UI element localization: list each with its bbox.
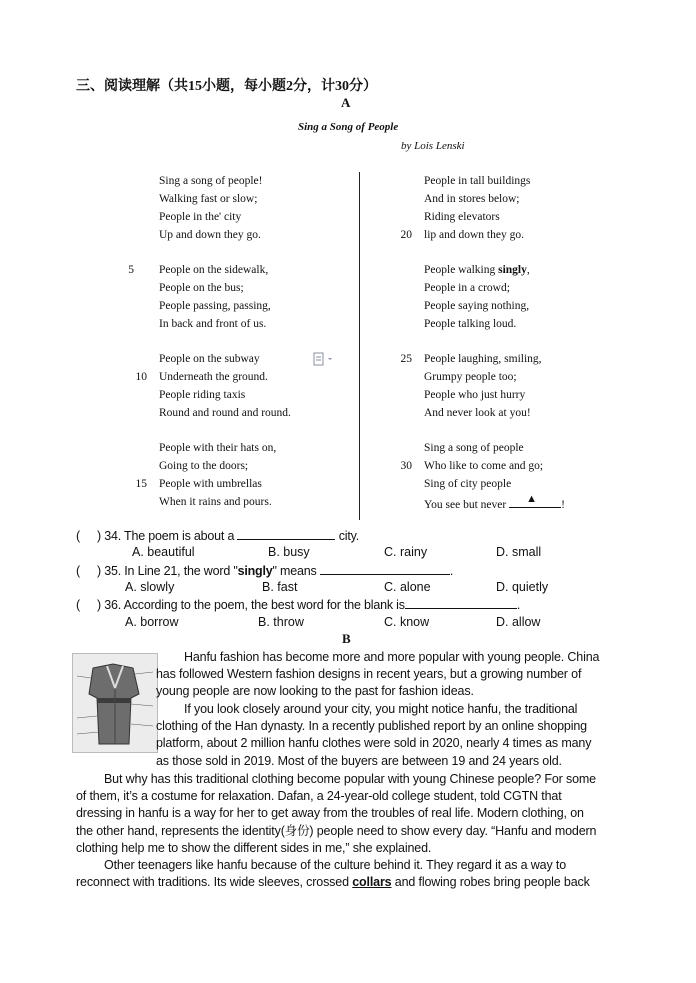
poem-line: And never look at you! <box>424 407 531 419</box>
text-line: of them, it’s a costume for relaxation. Dafan, a 24-year-old college student, told CGTN that <box>76 789 562 804</box>
poem-title: Sing a Song of People <box>298 121 399 133</box>
text-line: If you look closely around your city, you might notice hanfu, the traditional <box>184 702 578 716</box>
text-line: Hanfu fashion has become more and more popular with young people. China <box>184 650 600 664</box>
poem-column-divider <box>359 172 360 520</box>
text-line: Other teenagers like hanfu because of the culture behind it. They regard it as a way to <box>104 858 567 872</box>
text-line: has followed Western fashion designs in recent years, but a growing number of <box>156 667 582 682</box>
poem-line: Up and down they go. <box>159 229 261 241</box>
poem-line: When it rains and pours. <box>159 496 272 508</box>
poem-line: People with their hats on, <box>159 442 277 454</box>
poem-line: Sing of city people <box>424 478 512 490</box>
option[interactable]: D. allow <box>496 615 541 629</box>
text-segment: and flowing robes bring people back <box>391 875 590 890</box>
text-line: platform, about 2 million hanfu clothes were sold in 2020, nearly 4 times as many <box>156 736 592 751</box>
poem-line: Sing a song of people! <box>159 175 263 187</box>
option[interactable]: C. rainy <box>384 545 428 559</box>
poem-author: by Lois Lenski <box>401 140 465 152</box>
line-number: 5 <box>128 264 134 276</box>
poem-line: People in tall buildings <box>424 175 531 187</box>
option[interactable]: B. fast <box>262 580 298 594</box>
answer-paren-open[interactable]: ( <box>76 598 80 612</box>
question-stem: " means <box>272 564 320 578</box>
text-line: as those sold in 2019. Most of the buyers are between 19 and 24 years old. <box>156 753 562 768</box>
line-number: 25 <box>400 353 412 365</box>
answer-blank[interactable] <box>320 563 450 575</box>
text-line: the other hand, represents the identity(身份) people need to show every day. “Hanfu and modern <box>76 823 597 838</box>
text-line: But why has this traditional clothing become popular with young Chinese people? For some <box>104 772 596 786</box>
poem-line: Walking fast or slow; <box>159 193 258 205</box>
poem-text: ! <box>561 499 565 511</box>
poem-line: Going to the doors; <box>159 460 249 472</box>
line-number: 15 <box>135 478 147 490</box>
line-number: 30 <box>400 460 412 472</box>
answer-blank[interactable] <box>237 528 335 540</box>
option[interactable]: A. beautiful <box>132 545 195 559</box>
poem-line: People riding taxis <box>159 389 246 401</box>
word-collars: collars <box>352 875 392 890</box>
poem-line: People on the subway <box>159 353 260 365</box>
poem-line: Round and round and round. <box>159 407 291 419</box>
poem-blank <box>509 493 561 508</box>
answer-paren-open[interactable]: ( <box>76 529 80 543</box>
text-line: clothing of the Han dynasty. In a recently published report by an online shopping <box>156 719 587 734</box>
text-line <box>76 874 620 891</box>
poem-line: lip and down they go. <box>424 229 524 241</box>
poem-line: People passing, passing, <box>159 300 271 312</box>
paragraph-2 <box>156 701 620 770</box>
word-singly: singly <box>237 564 273 578</box>
document-icon[interactable] <box>313 352 335 371</box>
poem-line: People who just hurry <box>424 389 526 401</box>
section-title: 三、阅读理解（共15小题，每小题2分，计30分） <box>76 79 377 94</box>
question-stem: city. <box>335 529 360 543</box>
poem-line: Who like to come and go; <box>424 460 544 472</box>
triangle-marker: ▲ <box>526 493 537 505</box>
line-number: 10 <box>135 371 147 383</box>
option[interactable]: D. quietly <box>496 580 549 594</box>
poem-line: In back and front of us. <box>159 318 267 330</box>
poem-line: Sing a song of people <box>424 442 524 454</box>
answer-blank[interactable] <box>405 597 517 609</box>
text-line: dressing in hanfu is a way for her to get away from the troubles of real life. Modern clothing, on <box>76 806 584 821</box>
poem-text: People walking <box>424 264 499 276</box>
poem-line: People laughing, smiling, <box>424 353 542 365</box>
poem-text: , <box>526 264 530 276</box>
poem-line: People in the' city <box>159 211 242 223</box>
option[interactable]: A. borrow <box>125 615 179 629</box>
poem-text: You see but never <box>424 499 510 511</box>
question-stem: 35. In Line 21, the word " <box>104 564 238 578</box>
poem-line <box>424 493 565 511</box>
paragraph-4 <box>76 857 620 891</box>
part-a-label: A <box>341 95 351 110</box>
question-stem: . <box>449 564 454 578</box>
poem-line: People in a crowd; <box>424 282 510 294</box>
text-line: young people are now looking to the past for fashion ideas. <box>156 684 474 699</box>
question-35 <box>76 563 453 578</box>
poem-line: People talking loud. <box>424 318 517 330</box>
option[interactable]: C. know <box>384 615 430 629</box>
question-stem: 34. The poem is about a <box>104 529 238 543</box>
line-number: 20 <box>400 229 412 241</box>
answer-paren-open[interactable]: ( <box>76 564 80 578</box>
option[interactable]: A. slowly <box>125 580 175 594</box>
poem-line: Riding elevators <box>424 211 500 223</box>
poem-line: People on the bus; <box>159 282 244 294</box>
text-line: clothing help me to show the different sides in me,” she explained. <box>76 840 432 855</box>
option[interactable]: C. alone <box>384 580 431 594</box>
question-36 <box>76 597 520 612</box>
poem-line: People saying nothing, <box>424 300 530 312</box>
paragraph-1 <box>156 649 620 701</box>
paragraph-3 <box>76 771 620 857</box>
question-stem: 36. According to the poem, the best word for the blank is <box>104 598 405 612</box>
answer-paren-close[interactable]: ) <box>96 564 101 578</box>
word-singly: singly <box>498 264 527 276</box>
poem-line: People with umbrellas <box>159 478 262 490</box>
part-b-label: B <box>342 631 351 646</box>
option[interactable]: B. throw <box>258 615 304 629</box>
poem-line: And in stores below; <box>424 193 520 205</box>
question-stem: . <box>516 598 521 612</box>
option[interactable]: B. busy <box>268 545 310 559</box>
poem-line: Underneath the ground. <box>159 371 268 383</box>
poem-line: People on the sidewalk, <box>159 264 269 276</box>
poem-line: Grumpy people too; <box>424 371 517 383</box>
text-segment: reconnect with traditions. Its wide sleeves, crossed <box>76 875 353 890</box>
question-34 <box>76 528 359 543</box>
answer-paren-close[interactable]: ) <box>96 529 101 543</box>
option[interactable]: D. small <box>496 545 542 559</box>
hanfu-diagram-image <box>72 653 158 753</box>
poem-line <box>424 264 530 276</box>
answer-paren-close[interactable]: ) <box>96 598 101 612</box>
